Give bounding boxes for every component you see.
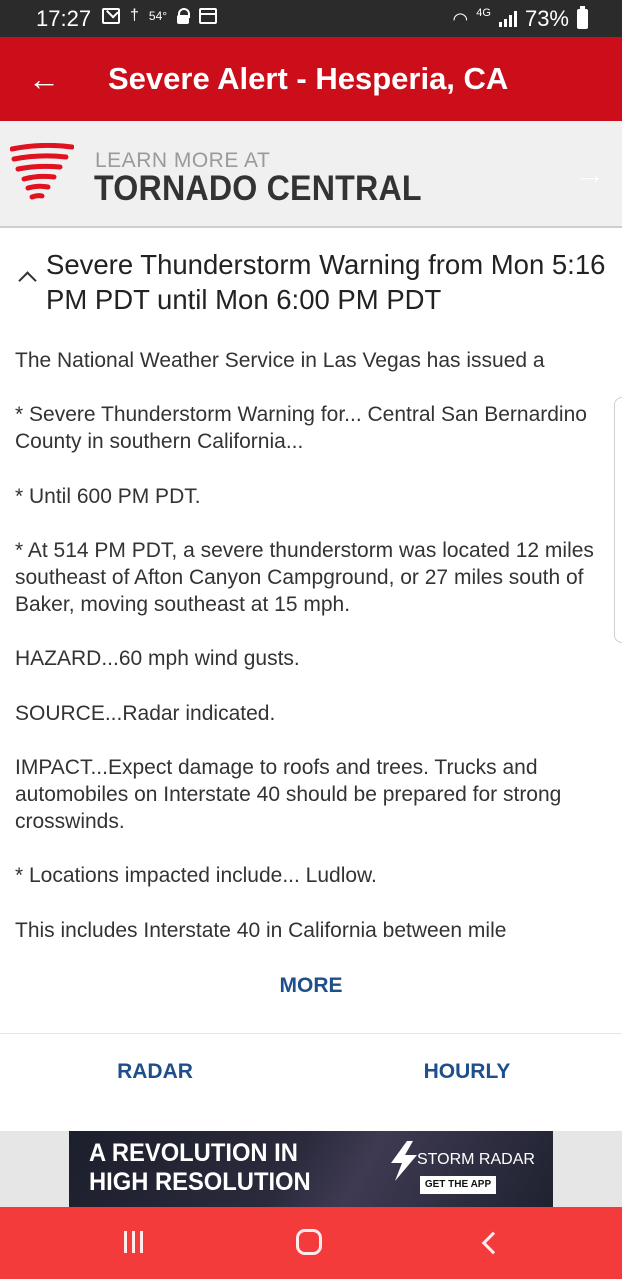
- promo-subtitle: LEARN MORE AT: [95, 149, 271, 172]
- status-temperature: 54°: [148, 9, 168, 23]
- status-bar: [0, 0, 622, 37]
- status-time: 17:27: [36, 6, 92, 31]
- alert-paragraph: * Severe Thunderstorm Warning for... Central San Bernardino County in southern California...: [15, 403, 587, 454]
- alert-paragraph: * At 514 PM PDT, a severe thunderstorm was located 12 miles southeast of Afton Canyon Campground, or 27 miles south of Baker, moving southeast at 15 mph.: [15, 538, 594, 617]
- status-battery-percent: 73%: [524, 6, 569, 31]
- app-bar: [0, 37, 622, 121]
- home-icon[interactable]: [296, 1229, 322, 1255]
- back-button[interactable]: [28, 59, 60, 99]
- alert-paragraph: * Locations impacted include... Ludlow.: [15, 864, 377, 888]
- alert-paragraph: SOURCE...Radar indicated.: [15, 701, 276, 725]
- tornado-logo-icon: [10, 143, 74, 203]
- storm-radar-ad[interactable]: [69, 1131, 553, 1207]
- get-the-app-button[interactable]: GET THE APP: [420, 1176, 496, 1194]
- email-icon: [102, 8, 120, 24]
- promo-title: TORNADO CENTRAL: [94, 169, 422, 208]
- alert-paragraph: IMPACT...Expect damage to roofs and trees. Trucks and automobiles on Interstate 40 should be prepared for strong crosswinds.: [15, 755, 562, 834]
- recent-apps-icon[interactable]: [124, 1231, 148, 1253]
- alert-paragraph: This includes Interstate 40 in California between mile: [15, 918, 507, 937]
- tornado-central-banner[interactable]: [0, 121, 622, 228]
- more-button[interactable]: MORE: [279, 974, 343, 997]
- arrow-left-icon: ←: [28, 61, 60, 97]
- divider: [0, 1033, 622, 1034]
- signal-icon: [499, 11, 517, 27]
- status-system-icons: [453, 6, 588, 32]
- alert-paragraph: * Until 600 PM PDT.: [15, 484, 201, 508]
- alert-body: [15, 347, 605, 937]
- lock-icon: [177, 8, 189, 24]
- system-nav-bar: [0, 1207, 622, 1279]
- lightning-bolt-icon: [387, 1141, 421, 1181]
- alert-paragraph: HAZARD...60 mph wind gusts.: [15, 647, 300, 671]
- wifi-icon: ◠: [452, 8, 469, 29]
- edge-panel-handle[interactable]: [614, 397, 622, 643]
- hourly-button[interactable]: HOURLY: [423, 1060, 511, 1083]
- page-title: Severe Alert - Hesperia, CA: [108, 61, 509, 96]
- nav-back-icon[interactable]: [478, 1231, 498, 1253]
- ad-headline-line1: A REVOLUTION IN: [89, 1139, 298, 1167]
- ad-brand: STORM RADAR: [417, 1151, 535, 1168]
- collapse-chevron-up-icon[interactable]: [16, 268, 40, 288]
- status-notification-icons: [102, 7, 217, 25]
- battery-icon: [577, 9, 588, 29]
- ad-headline-line2: HIGH RESOLUTION: [89, 1168, 311, 1196]
- usb-icon: †: [130, 7, 139, 24]
- alert-title: Severe Thunderstorm Warning from Mon 5:16 PM PDT until Mon 6:00 PM PDT: [46, 249, 606, 315]
- status-network-type: 4G: [476, 7, 491, 19]
- calendar-icon: [199, 8, 217, 24]
- arrow-right-icon: →: [574, 155, 606, 191]
- radar-button[interactable]: RADAR: [117, 1060, 193, 1083]
- alert-paragraph: The National Weather Service in Las Vegas has issued a: [15, 349, 545, 372]
